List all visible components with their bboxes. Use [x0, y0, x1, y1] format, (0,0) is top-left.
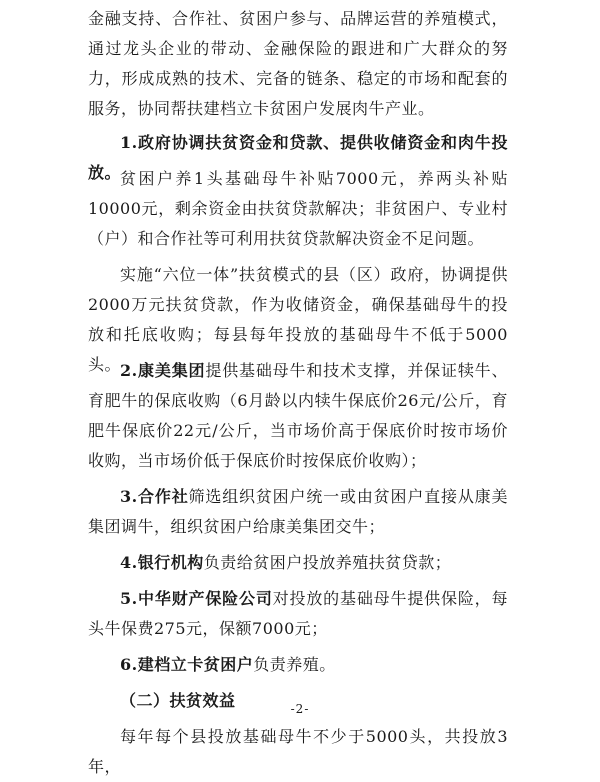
item5-paragraph	[88, 584, 508, 644]
item1-heading: 1.政府协调扶贫资金和贷款、提供收储资金和肉牛投放。	[88, 133, 508, 182]
item1-paragraph-loan: 实施“六位一体”扶贫模式的县（区）政府，协调提供2000万元扶贫贷款，作为收储资金，确保基础母牛的投放和托底收购；每县每年投放的基础母牛不低于5000头。	[88, 265, 508, 374]
item5-label: 5.中华财产保险公司	[120, 589, 273, 608]
item6-text: 负责养殖。	[253, 655, 336, 674]
item3-paragraph	[88, 482, 508, 542]
item2-label: 2.康美集团	[120, 361, 206, 380]
item1-paragraph-subsidy: 贫困户养1头基础母牛补贴7000元，养两头补贴10000元，剩余资金由扶贫贷款解决；非贫困户、专业村（户）和合作社等可利用扶贫贷款解决资金不足问题。	[88, 169, 508, 248]
intro-paragraph: 金融支持、合作社、贫困户参与、品牌运营的养殖模式，通过龙头企业的带动、金融保险的跟进和广大群众的努力，形成成熟的技术、完备的链条、稳定的市场和配套的服务，协同帮扶建档立卡贫困户发展肉牛产业。	[88, 9, 508, 118]
item4-text: 负责给贫困户投放养殖扶贫贷款；	[203, 553, 452, 572]
item6-paragraph	[88, 650, 508, 680]
item3-text: 筛选组织贫困户统一或由贫困户直接从康美集团调牛，组织贫困户给康美集团交牛；	[88, 487, 508, 536]
item2-paragraph	[88, 356, 508, 476]
item5-text: 对投放的基础母牛提供保险，每头牛保费275元，保额7000元；	[88, 589, 508, 638]
document-body	[88, 4, 508, 776]
item4-label: 4.银行机构	[120, 553, 204, 572]
last-paragraph: 每年每个县投放基础母牛不少于5000头，共投放3年，	[88, 727, 508, 776]
section-heading: （二）扶贫效益	[120, 691, 236, 710]
item6-label: 6.建档立卡贫困户	[120, 655, 254, 674]
item3-label: 3.合作社	[120, 487, 189, 506]
page-number: -2-	[290, 702, 310, 716]
item2-text: 提供基础母牛和技术支撑，并保证犊牛、育肥牛的保底收购（6月龄以内犊牛保底价26元/公斤，育肥牛保底价22元/公斤，当市场价高于保底价时按市场价收购，当市场价低于保底价时按保底价收购）；	[88, 361, 508, 470]
item4-paragraph	[88, 548, 508, 578]
